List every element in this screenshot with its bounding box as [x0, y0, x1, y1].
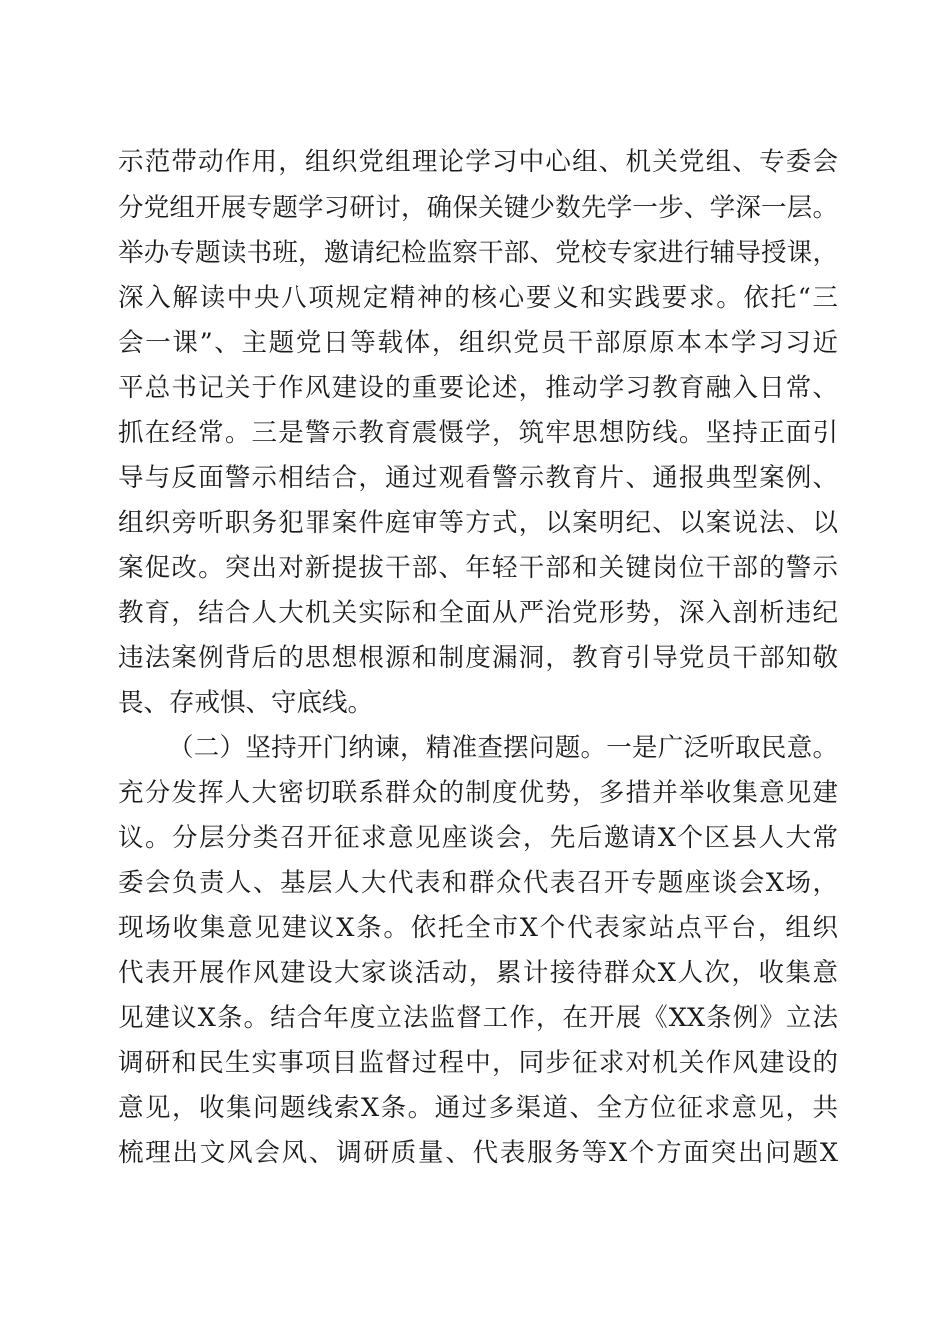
body-text-line: 调研和民生实事项目监督过程中，同步征求对机关作风建设的 [118, 1048, 838, 1078]
body-text-line: 违法案例背后的思想根源和制度漏洞，教育引导党员干部知敬 [118, 643, 838, 673]
body-text-line: 委会负责人、基层人大代表和群众代表召开专题座谈会X场， [118, 868, 838, 898]
body-text-line: 抓在经常。三是警示教育震慑学，筑牢思想防线。坚持正面引 [118, 418, 838, 448]
body-text-line: 梳理出文风会风、调研质量、代表服务等X个方面突出问题X [118, 1138, 838, 1168]
section-heading-line: （二）坚持开门纳谏，精准查摆问题。一是广泛听取民意。 [168, 733, 838, 763]
body-text-line: 充分发挥人大密切联系群众的制度优势，多措并举收集意见建 [118, 778, 838, 808]
body-text-line: 畏、存戒惧、守底线。 [118, 688, 374, 718]
body-text-line: 代表开展作风建设大家谈活动，累计接待群众X人次，收集意 [118, 958, 838, 988]
body-text-line: 意见，收集问题线索X条。通过多渠道、全方位征求意见，共 [118, 1093, 838, 1123]
body-text-line: 现场收集意见建议X条。依托全市X个代表家站点平台，组织 [118, 913, 838, 943]
body-text-line: 案促改。突出对新提拔干部、年轻干部和关键岗位干部的警示 [118, 553, 838, 583]
body-text-line: 组织旁听职务犯罪案件庭审等方式，以案明纪、以案说法、以 [118, 508, 838, 538]
body-text-line: 教育，结合人大机关实际和全面从严治党形势，深入剖析违纪 [118, 598, 838, 628]
body-text-line: 举办专题读书班，邀请纪检监察干部、党校专家进行辅导授课， [118, 238, 838, 268]
body-text-line: 导与反面警示相结合，通过观看警示教育片、通报典型案例、 [118, 463, 838, 493]
body-text-line: 深入解读中央八项规定精神的核心要义和实践要求。依托“三 [118, 283, 838, 313]
body-text-line: 会一课”、主题党日等载体，组织党员干部原原本本学习习近 [118, 328, 838, 358]
body-text-line: 议。分层分类召开征求意见座谈会，先后邀请X个区县人大常 [118, 823, 838, 853]
body-text-line: 分党组开展专题学习研讨，确保关键少数先学一步、学深一层。 [118, 193, 838, 223]
body-text-line: 见建议X条。结合年度立法监督工作，在开展《XX条例》立法 [118, 1003, 838, 1033]
body-text-line: 示范带动作用，组织党组理论学习中心组、机关党组、专委会 [118, 147, 838, 177]
body-text-line: 平总书记关于作风建设的重要论述，推动学习教育融入日常、 [118, 373, 838, 403]
